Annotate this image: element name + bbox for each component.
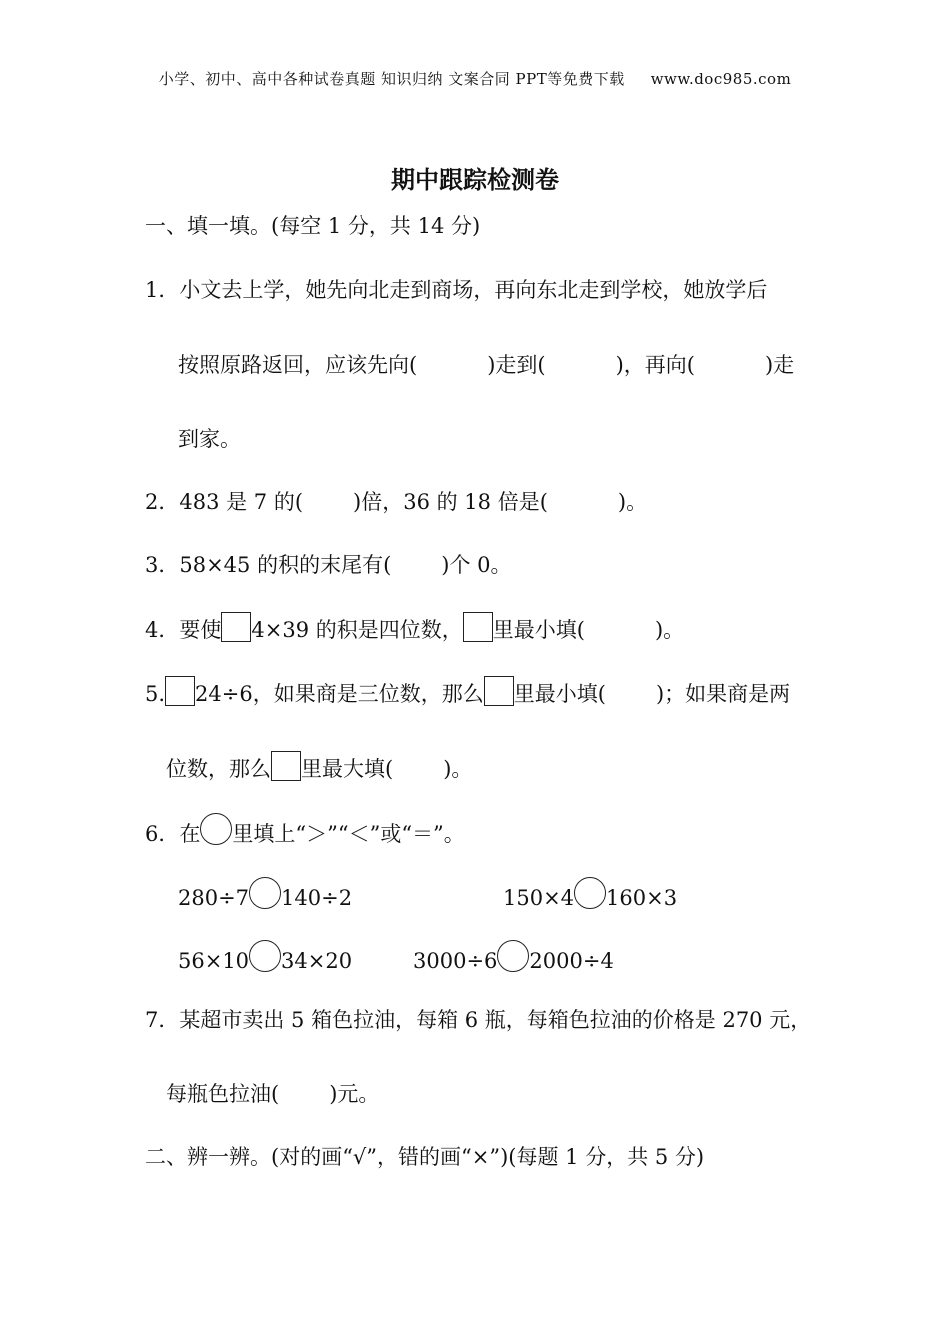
q3-text-b: )个 0。 — [441, 553, 512, 577]
q1-line1: 1．小文去上学，她先向北走到商场，再向东北走到学校，她放学后 — [145, 278, 768, 302]
q6-item-1-right: 140÷2 — [281, 886, 353, 910]
q2-text-c: )。 — [617, 490, 648, 514]
q4-text-a: 4．要使 — [145, 618, 222, 642]
q7-text-a: 每瓶色拉油( — [166, 1082, 280, 1106]
q1-text-b: )走到( — [487, 353, 546, 377]
q6-item-4 — [413, 940, 614, 975]
header-text: 小学、初中、高中各种试卷真题 知识归纳 文案合同 PPT等免费下载 — [158, 70, 625, 88]
q5-box-3[interactable] — [271, 751, 301, 781]
q5-text-e: 位数，那么 — [166, 757, 271, 781]
q3-text-a: 3．58×45 的积的末尾有( — [145, 553, 392, 577]
q5-text-g: )。 — [443, 757, 473, 781]
q6-item-2-right: 160×3 — [606, 886, 678, 910]
q6-item-3 — [178, 940, 352, 975]
q7-line1: 7．某超市卖出 5 箱色拉油，每箱 6 瓶，每箱色拉油的价格是 270 元， — [145, 1008, 812, 1032]
q3-line — [145, 551, 512, 579]
q6-circle-example — [200, 813, 232, 845]
q5-text-f: 里最大填( — [301, 757, 394, 781]
q5-box-2[interactable] — [484, 676, 514, 706]
q2-text-b: )倍，36 的 18 倍是( — [353, 490, 548, 514]
q6-item-2 — [503, 877, 677, 912]
q5-line2 — [166, 751, 472, 783]
q6-item-4-left: 3000÷6 — [413, 949, 498, 973]
q5-text-c: 里最小填( — [513, 682, 606, 706]
q6-circle-3[interactable] — [249, 940, 281, 972]
section1-heading: 一、填一填。(每空 1 分，共 14 分) — [145, 214, 481, 238]
page-header — [0, 68, 950, 89]
q7-line2 — [166, 1080, 379, 1108]
page-title: 期中跟踪检测卷 — [391, 166, 559, 194]
q2-text-a: 2．483 是 7 的( — [145, 490, 304, 514]
q1-text-d: )走 — [764, 353, 795, 377]
header-site: www.doc985.com — [650, 70, 792, 88]
q1-line3: 到家。 — [178, 427, 241, 451]
q6-item-1 — [178, 877, 352, 912]
q2-line — [145, 488, 647, 516]
q4-text-b: 4×39 的积是四位数， — [251, 618, 463, 642]
q4-box-2[interactable] — [463, 612, 493, 642]
q6-text-a: 6．在 — [145, 822, 201, 846]
q6-item-3-right: 34×20 — [281, 949, 353, 973]
q6-item-2-left: 150×4 — [503, 886, 575, 910]
q5-text-a: 5. — [145, 682, 166, 706]
q6-circle-4[interactable] — [497, 940, 529, 972]
q5-line1 — [145, 676, 790, 708]
q6-item-1-left: 280÷7 — [178, 886, 250, 910]
q6-circle-2[interactable] — [574, 877, 606, 909]
q4-line — [145, 612, 684, 644]
q6-circle-1[interactable] — [249, 877, 281, 909]
section2-heading: 二、辨一辨。(对的画“√”，错的画“×”)(每题 1 分，共 5 分) — [145, 1145, 705, 1169]
q7-text-b: )元。 — [329, 1082, 380, 1106]
q1-text-c: )，再向( — [615, 353, 695, 377]
q5-box-1[interactable] — [165, 676, 195, 706]
q4-text-d: )。 — [654, 618, 685, 642]
q1-text-a: 按照原路返回，应该先向( — [178, 353, 418, 377]
q6-text-b: 里填上“＞”“＜”或“＝”。 — [232, 822, 465, 846]
q1-line2 — [178, 351, 794, 379]
q4-box-1[interactable] — [221, 612, 251, 642]
q4-text-c: 里最小填( — [492, 618, 585, 642]
q5-text-b: 24÷6，如果商是三位数，那么 — [195, 682, 484, 706]
q6-item-4-right: 2000÷4 — [529, 949, 614, 973]
q5-text-d: )；如果商是两 — [655, 682, 791, 706]
q6-item-3-left: 56×10 — [178, 949, 250, 973]
q6-line — [145, 813, 465, 848]
